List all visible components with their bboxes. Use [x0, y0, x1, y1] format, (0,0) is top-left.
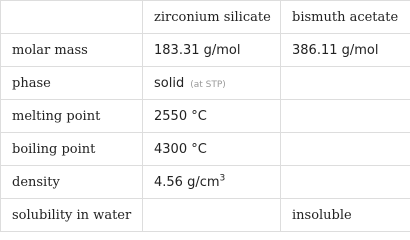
bismuth-acetate-value — [281, 133, 410, 166]
bismuth-acetate-value — [281, 67, 410, 100]
bismuth-acetate-value — [281, 100, 410, 133]
bismuth-acetate-value: 386.11 g/mol — [281, 34, 410, 67]
phase-value: solid — [154, 75, 185, 91]
table-row-phase — [1, 67, 410, 100]
zirconium-silicate-value — [143, 199, 281, 232]
row-label: boiling point — [1, 133, 143, 166]
row-label: molar mass — [1, 34, 143, 67]
phase-qualifier: (at STP) — [190, 79, 226, 90]
table-row-melting-point — [1, 100, 410, 133]
bismuth-acetate-value: insoluble — [281, 199, 410, 232]
header-zirconium-silicate: zirconium silicate — [143, 1, 281, 34]
zirconium-silicate-value: 183.31 g/mol — [143, 34, 281, 67]
row-label: solubility in water — [1, 199, 143, 232]
table-row-solubility — [1, 199, 410, 232]
density-value: 4.56 g/cm — [154, 174, 220, 190]
table-row-boiling-point — [1, 133, 410, 166]
bismuth-acetate-value — [281, 166, 410, 199]
table-row-density — [1, 166, 410, 199]
header-bismuth-acetate: bismuth acetate — [281, 1, 410, 34]
table-row-molar-mass — [1, 34, 410, 67]
header-cell-empty — [1, 1, 143, 34]
zirconium-silicate-value: 4300 °C — [143, 133, 281, 166]
row-label: melting point — [1, 100, 143, 133]
row-label: density — [1, 166, 143, 199]
row-label: phase — [1, 67, 143, 100]
density-unit-exponent: 3 — [219, 173, 226, 184]
zirconium-silicate-value — [143, 67, 281, 100]
header-row — [1, 1, 410, 34]
zirconium-silicate-value: 2550 °C — [143, 100, 281, 133]
zirconium-silicate-value — [143, 166, 281, 199]
